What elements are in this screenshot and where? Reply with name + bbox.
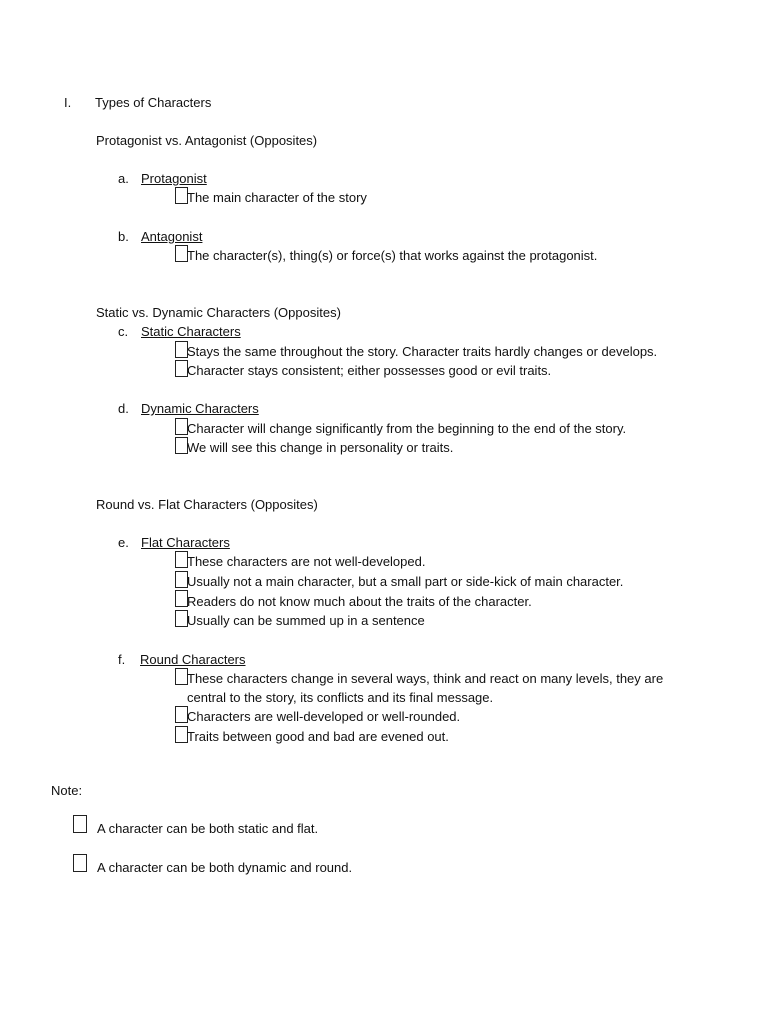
term-protagonist: Protagonist: [141, 171, 207, 186]
section-numeral: I.: [64, 95, 72, 110]
bullet-text: Characters are well-developed or well-rounded.: [187, 709, 461, 724]
group-heading-static-dynamic: Static vs. Dynamic Characters (Opposites): [96, 305, 341, 320]
item-letter-a: a.: [118, 171, 129, 186]
item-letter-f: f.: [118, 652, 126, 667]
term-dynamic-characters: Dynamic Characters: [141, 401, 259, 416]
bullet-text: Traits between good and bad are evened out.: [187, 729, 449, 744]
item-letter-b: b.: [118, 229, 129, 244]
bullet-text: Stays the same throughout the story. Character traits hardly changes or develops.: [187, 344, 658, 359]
term-antagonist: Antagonist: [141, 229, 203, 244]
group-heading-round-flat: Round vs. Flat Characters (Opposites): [96, 497, 318, 512]
item-letter-c: c.: [118, 324, 129, 339]
term-flat-characters: Flat Characters: [141, 535, 230, 550]
bullet-text: The main character of the story: [187, 190, 367, 205]
bullet-text: The character(s), thing(s) or force(s) that works against the protagonist.: [187, 248, 598, 263]
bullet-text: Character will change significantly from the beginning to the end of the story.: [187, 421, 627, 436]
note-item: A character can be both static and flat.: [97, 821, 319, 836]
item-letter-d: d.: [118, 401, 129, 416]
section-title: Types of Characters: [95, 95, 212, 110]
note-label: Note:: [51, 783, 83, 798]
checkbox-icon: [73, 815, 87, 833]
item-letter-e: e.: [118, 535, 129, 550]
bullet-text: Usually not a main character, but a small part or side-kick of main character.: [187, 574, 624, 589]
bullet-text: Usually can be summed up in a sentence: [187, 613, 425, 628]
bullet-text: Readers do not know much about the traits of the character.: [187, 594, 532, 609]
term-round-characters: Round Characters: [140, 652, 246, 667]
note-item: A character can be both dynamic and round.: [97, 860, 353, 875]
term-static-characters: Static Characters: [141, 324, 241, 339]
bullet-text-continued: central to the story, its conflicts and its final message.: [187, 690, 494, 705]
bullet-text: Character stays consistent; either possesses good or evil traits.: [187, 363, 552, 378]
checkbox-icon: [73, 854, 87, 872]
bullet-text: These characters are not well-developed.: [187, 554, 426, 569]
bullet-text: We will see this change in personality or traits.: [187, 440, 454, 455]
group-heading-protagonist-antagonist: Protagonist vs. Antagonist (Opposites): [96, 133, 318, 148]
bullet-text: These characters change in several ways, think and react on many levels, they are: [187, 671, 664, 686]
